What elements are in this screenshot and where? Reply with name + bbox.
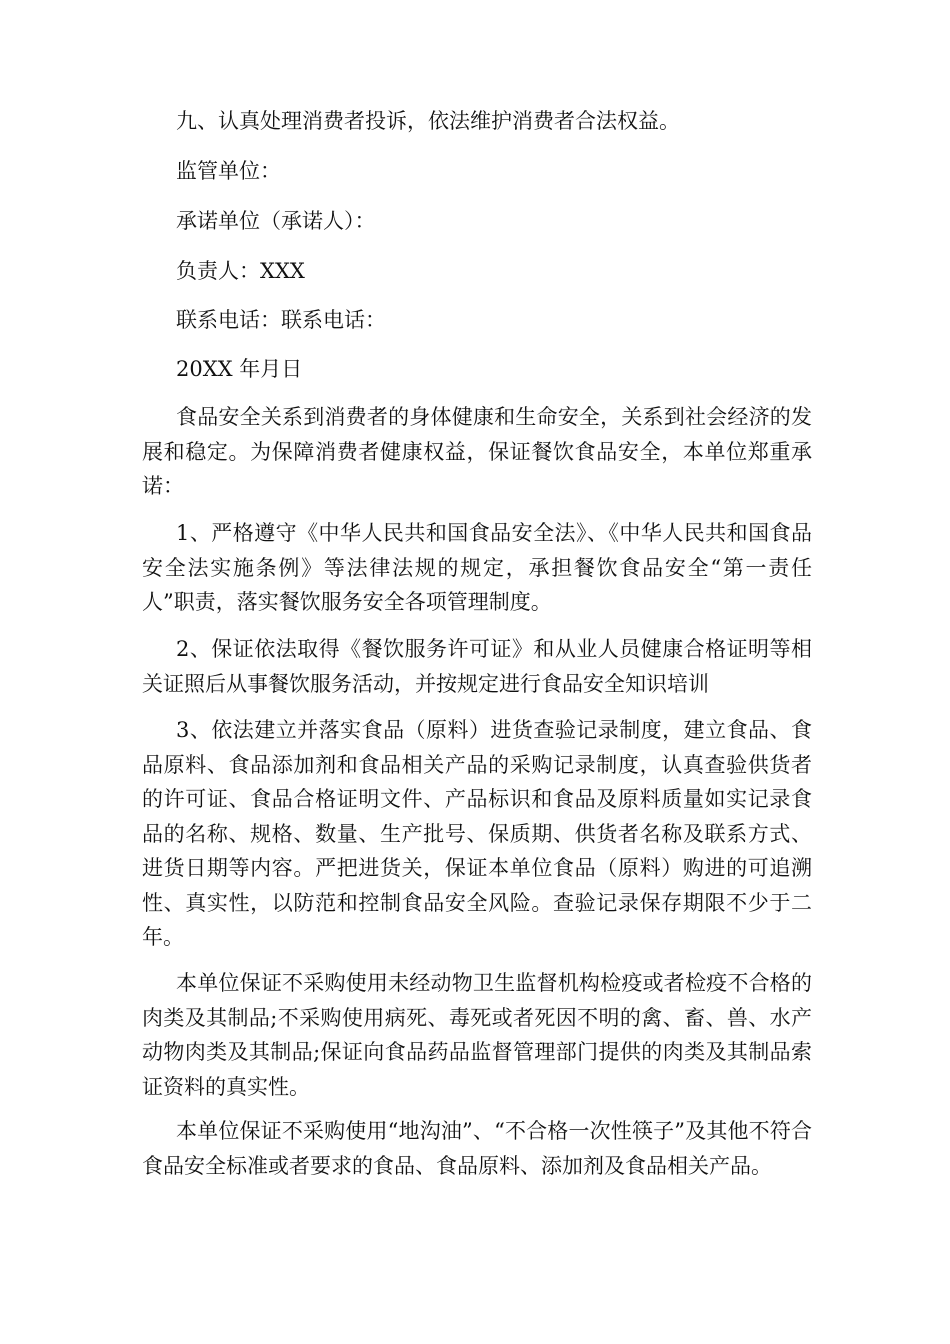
intro-paragraph: 食品安全关系到消费者的身体健康和生命安全，关系到社会经济的发展和稳定。为保障消费者健康权益，保证餐饮食品安全，本单位郑重承诺： [142,405,812,498]
date-line: 20XX 年月日 [176,357,303,381]
meat-products-paragraph: 本单位保证不采购使用未经动物卫生监督机构检疫或者检疫不合格的肉类及其制品;不采购使用病死、毒死或者死因不明的禽、畜、兽、水产动物肉类及其制品;保证向食品药品监督管理部门提供的肉类及其制品索证资料的真实性。 [142,971,812,1099]
supervisor-line: 监管单位： [176,159,281,183]
responsible-person-line: 负责人：XXX [176,259,305,283]
gutter-oil-paragraph: 本单位保证不采购使用“地沟油”、“不合格一次性筷子”及其他不符合食品安全标准或者要求的食品、食品原料、添加剂及食品相关产品。 [142,1119,812,1178]
promisor-line: 承诺单位（承诺人）： [176,209,376,233]
commitment-2-paragraph: 2、保证依法取得《餐饮服务许可证》和从业人员健康合格证明等相关证照后从事餐饮服务活动，并按规定进行食品安全知识培训 [142,637,812,696]
contact-phone-line: 联系电话：联系电话： [176,308,386,332]
commitment-3-paragraph: 3、依法建立并落实食品（原料）进货查验记录制度，建立食品、食品原料、食品添加剂和食品相关产品的采购记录制度，认真查验供货者的许可证、食品合格证明文件、产品标识和食品及原料质量如实记录食品的名称、规格、数量、生产批号、保质期、供货者名称及联系方式、进货日期等内容。严把进货关，保证本单位食品（原料）购进的可追溯性、真实性，以防范和控制食品安全风险。查验记录保存期限不少于二年。 [142,718,812,949]
commitment-1-paragraph: 1、严格遵守《中华人民共和国食品安全法》、《中华人民共和国食品安全法实施条例》等法律法规的规定，承担餐饮食品安全“第一责任人”职责，落实餐饮服务安全各项管理制度。 [142,521,812,614]
clause-nine-line: 九、认真处理消费者投诉，依法维护消费者合法权益。 [176,109,680,133]
